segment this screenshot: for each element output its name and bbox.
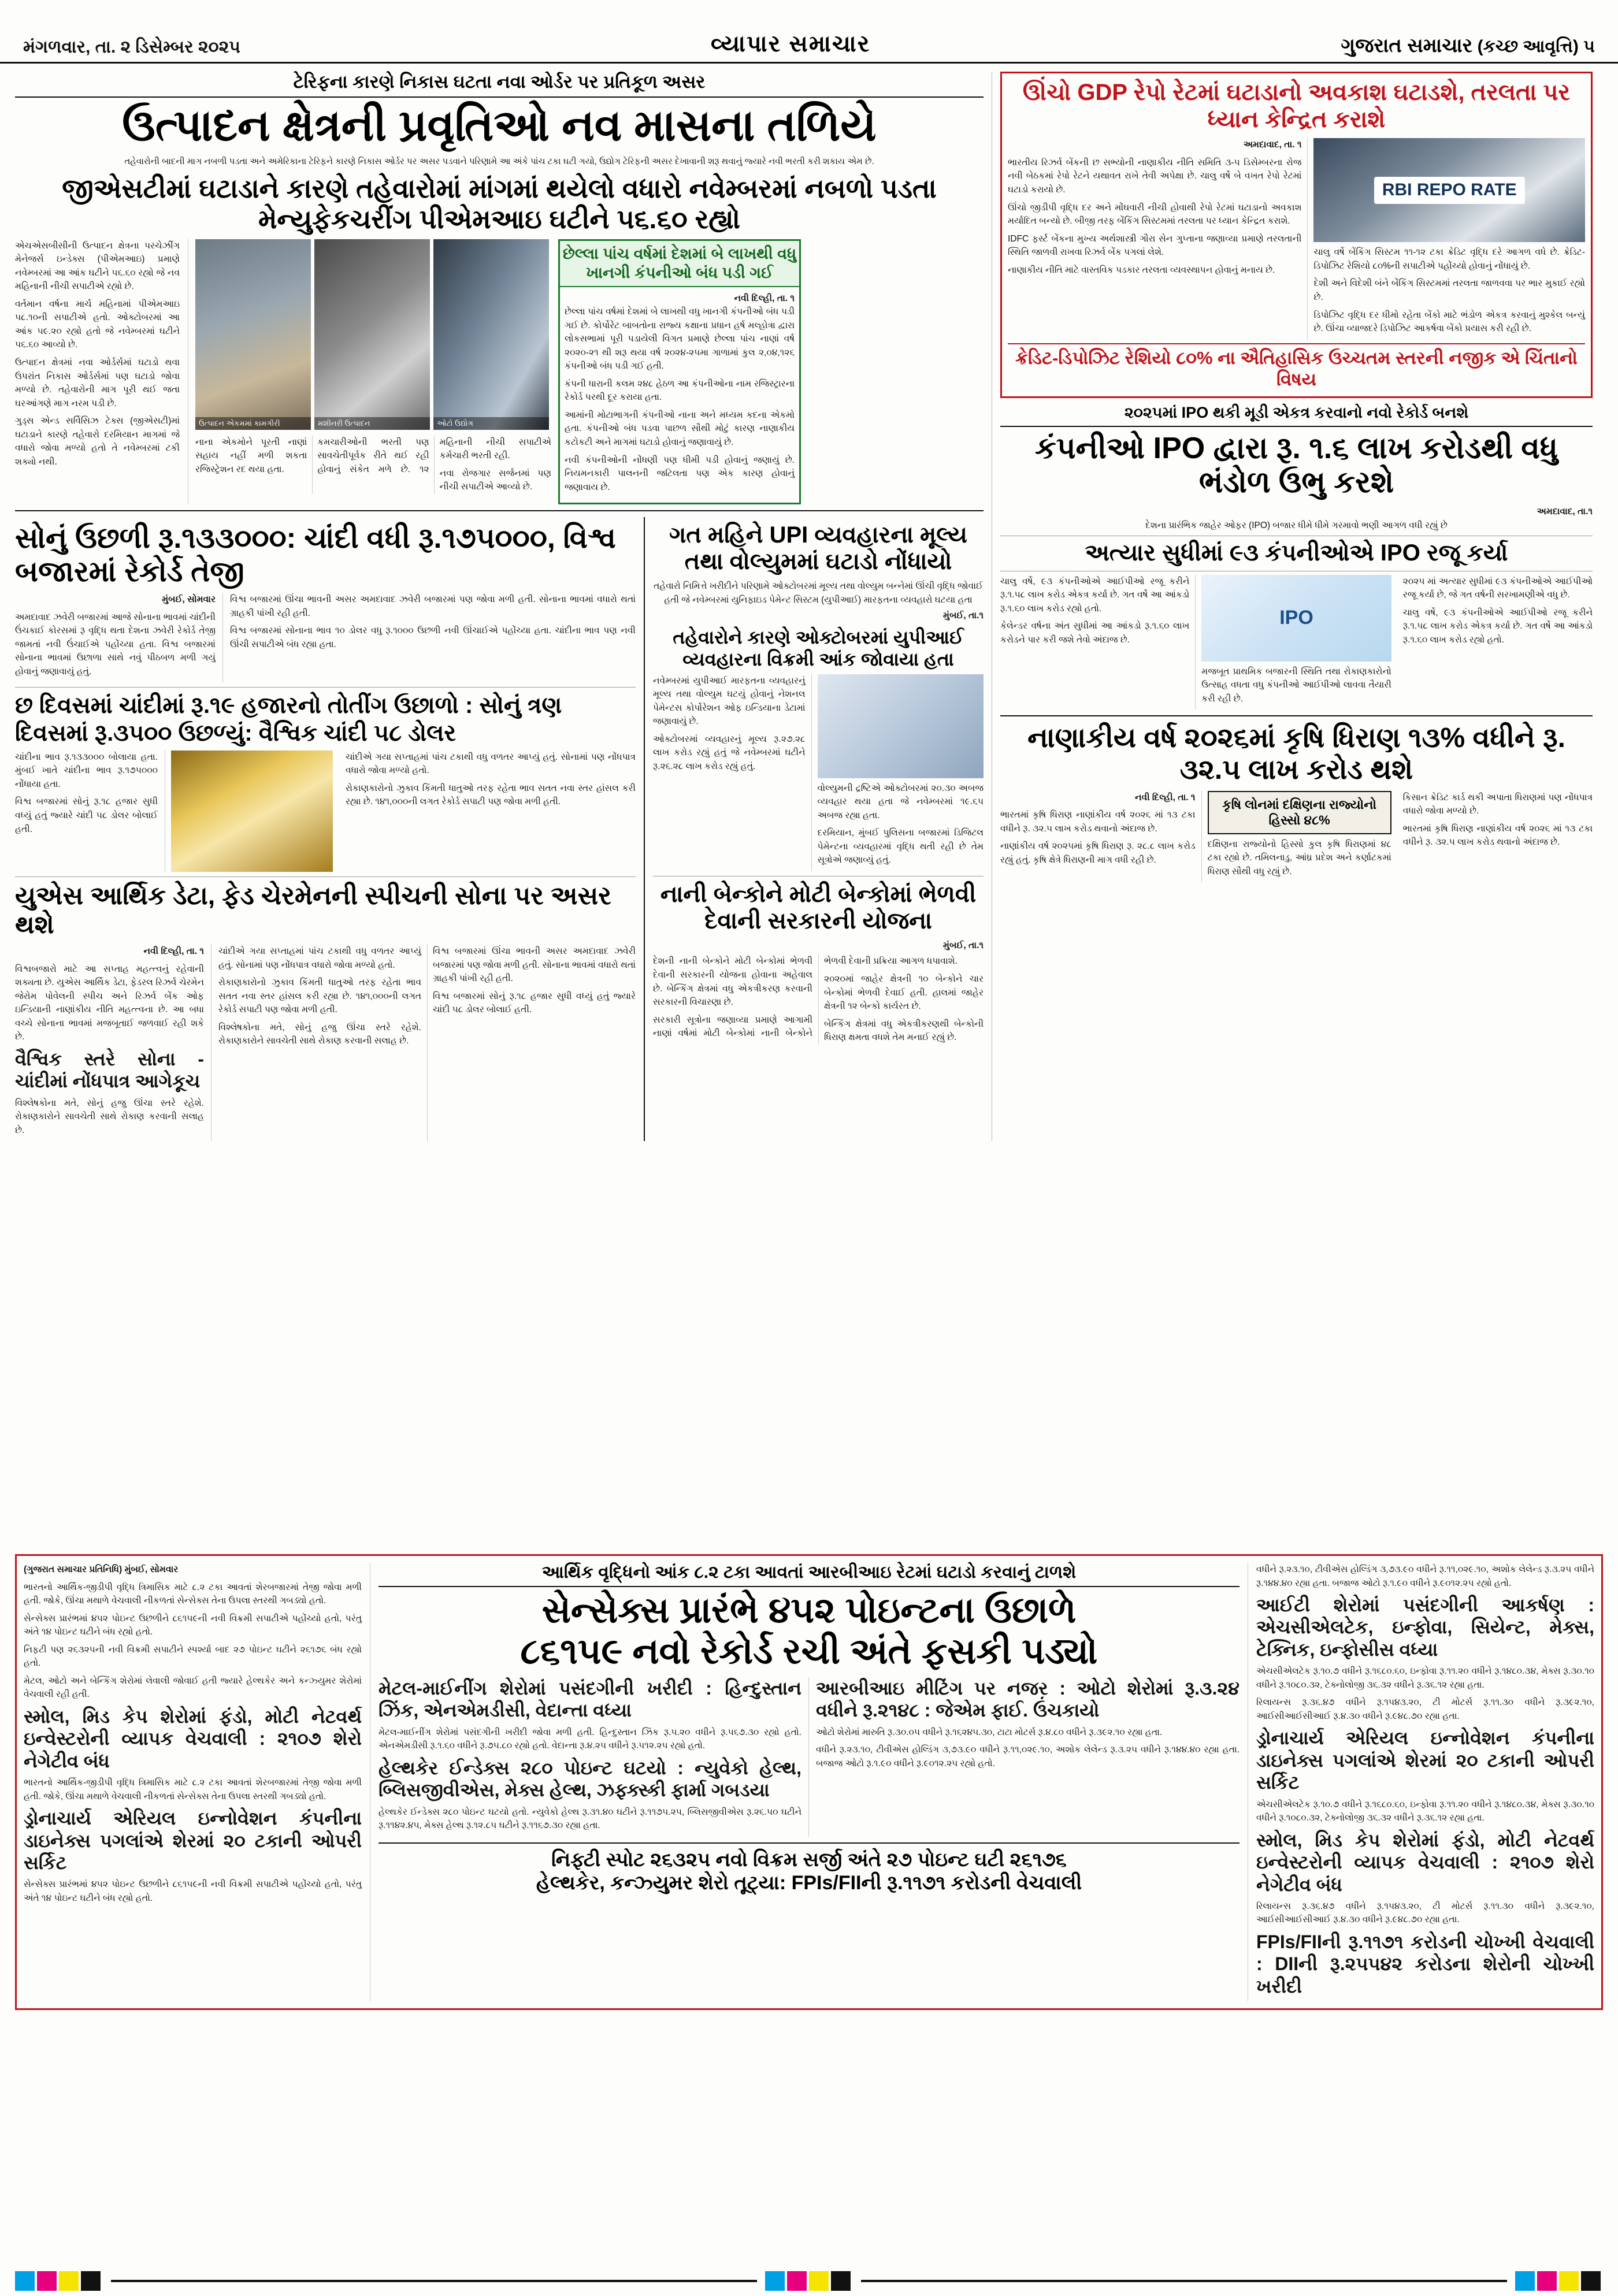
- upi-dateline: મુંબઈ, તા.૧: [943, 611, 984, 621]
- ipo-col-2: [1196, 575, 1397, 710]
- gold-bars-photo: [171, 751, 333, 872]
- upi-col-2: [812, 674, 984, 871]
- ipo-col-3: [1397, 575, 1593, 710]
- gdp-para-3: IDFC ફર્સ્ટ બેંકના મુખ્ય અર્થશાસ્ત્રી ગૌરા સેન ગુપ્તાના જણાવ્યા પ્રમાણે તરલતાની સ્થિતિ જાળવી રાખવા રિઝર્વ બેંક પગલાં લેશે.: [1008, 233, 1302, 258]
- agri-para-4: કિસાન ક્રેડિટ કાર્ડ થકી અપાતા ધિરાણમાં પણ નોંધપાત્ર વધારો જોવા મળ્યો છે.: [1402, 792, 1593, 816]
- rbi-repo-photo: [1313, 138, 1585, 242]
- color-swatch-2: [37, 2271, 57, 2291]
- banks-para-1: દેશની નાની બેન્કોને મોટી બેન્કોમાં ભેળવી દેવાની સરકારની યોજના હોવાના અહેવાલ છે. બેન્કિંગ ક્ષેત્રમાં વધુ એકત્રીકરણ કરવાની સરકારની વિચારણા છે.: [653, 956, 812, 1008]
- market-mid-body-2: હેલ્થકેર ઈન્ડેક્સ ૨૮૦ પોઇન્ટ ઘટયો હતો. ન્યુવેકો હેલ્થ રૂ.૩૧.૪૦ ઘટીને રૂ.૧૧૭૫.૨૫, બ્લિસજીવીએસ રૂ.૨૬.૫૦ ઘટીને રૂ.૧૧૪૨.૪૫, મેક્સ હેલ્થ રૂ.૧૨.૮૫ ઘટીને રૂ.૧૧૬૭.૩૦ રહ્યા હતા.: [378, 1807, 801, 1831]
- strip-rule-left: [111, 2280, 757, 2282]
- gold-upi-row: [15, 517, 984, 1141]
- right-column: [992, 72, 1593, 1141]
- gdp-dateline: અમદાવાદ, તા. ૧: [1243, 140, 1302, 150]
- lead-para-2: વર્તમાન વર્ષના માર્ચ મહિનામાં પીએમઆઇ ૫૮.૧૦ની સપાટીએ હતો. ઓક્ટોબરમાં આ આંક ૫૯.૨૦ રહ્યો હતો જે નવેમ્બરમાં ઘટીને ૫૬.૬૦ આવ્યો છે.: [15, 299, 180, 350]
- page-body: [0, 64, 1618, 1141]
- market-right-para-4: એચસીએલટેક રૂ.૧૦.૭ વધીને રૂ.૧૬૮૦.૬૦, ઇન્ફોવા રૂ.૧૧.૨૦ વધીને રૂ.૧૪૮૦.૩૪, મેક્સ રૂ.૩૦.૧૦ વધીને રૂ.૧૦૮૦.૩૨, ટેક્નોલોજી ૩૬.૩૨ વધીને રૂ.૩૬.૧૨ રહ્યા હતા.: [1256, 1799, 1594, 1823]
- market-center-col: [370, 1563, 1248, 2001]
- color-swatch-5: [765, 2271, 785, 2291]
- market-left-para-1: ભારતનો આર્થિક-જીડીપી વૃદ્ધિ ત્રિમાસિક માટે ૮.૨ ટકા આવતાં શેરબજારમાં તેજી જોવા મળી હતી. જોકે, ઊંચા મથાળે વેચવાલી નીકળતાં સેન્સેક્સ તેના ઉપલા સ્તરથી ગબડ્યો હતો.: [24, 1582, 362, 1606]
- ipo-para-1: ચાલુ વર્ષે, ૯૩ કંપનીઓએ આઈપીઓ રજૂ કરીને રૂ.૧.૫૮ લાખ કરોડ એકત્ર કર્યા છે. ગત વર્ષે આ આંકડો રૂ.૧.૬૦ લાખ કરોડ રહ્યો હતો.: [1000, 576, 1190, 614]
- market-right-head-4: FPIs/FIIની રૂ.૧૧૭૧ કરોડની ચોખ્ખી વેચવાલી : DIIની રૂ.૨૫૫૪૨ કરોડના શેરોની ચોખ્ખી ખરીદી: [1256, 1931, 1594, 1997]
- gold-sub-col-1: [15, 751, 165, 872]
- market-mid-head-1: મેટલ-માઈનીંગ શેરોમાં પસંદગીની ખરીદી : હિન્દુસ્તાન ઝિંક, એનએમડીસી, વેદાન્તા વધ્યા: [378, 1677, 801, 1721]
- lead-para-1: એચએસબીસીની ઉત્પાદન ક્ષેત્રના પરચેઝીંગ મેનેજર્સ ઇન્ડેક્સ (પીએમઆઇ) પ્રમાણે નવેમ્બરમાં આ આંક ઘટીને ૫૬.૬૦ રહ્યો જે નવ મહિનાની નીચી સપાટીએ રહ્યો છે.: [15, 240, 180, 292]
- gold-dateline: મુંબઈ, સોમવાર: [162, 595, 216, 605]
- green-note-2: કમચારીઓની ભરતી પણ સાવચેતીપૂર્વક રીતે થઈ રહી હોવાનું સંકેત મળે છે. ૧૨ મહિનાની નીચી સપાટીએ કર્મચારી ભરતી રહી.: [317, 437, 551, 474]
- lead-para-3: ઉત્પાદન ક્ષેત્રમાં નવા ઓર્ડર્સમાં ઘટાડો થવા ઉપરાંત નિકાસ ઓર્ડર્સમાં પણ ઘટાડો જોવા મળ્યો છે. તહેવારોની માગ પૂરી થઈ જતા ઘરઆંગણે માગ નરમ પડી છે.: [15, 358, 180, 408]
- masthead-brand: ગુજરાત સમાચાર: [1341, 35, 1473, 57]
- green-box-body: [565, 305, 795, 494]
- fed-para-1: વિશ્વબજારો માટે આ સપ્તાહ મહત્ત્વનું રહેવાની શક્યતા છે. યુએસ આર્થિક ડેટા, ફેડરલ રિઝર્વ ચેરમેન જેરોમ પોવેલની સ્પીચ અને રિઝર્વ બેંક ઓફ ઇન્ડિયાની નાણાંકીય નીતિ મહત્ત્વના છે. આ બધા વચ્ચે સોનાના ભાવમાં મજબૂતાઈ જળવાઈ રહી શકે છે.: [15, 964, 204, 1042]
- masthead-edition: (કચ્છ આવૃત્તિ): [1477, 37, 1579, 56]
- color-swatch-4: [81, 2271, 101, 2291]
- color-swatch-8: [831, 2271, 851, 2291]
- market-kicker: આર્થિક વૃદ્ધિનો આંક ૮.૨ ટકા આવતાં આરબીઆઇ રેટમાં ઘટાડો કરવાનું ટાળશે: [378, 1563, 1240, 1587]
- market-right-col: [1248, 1563, 1594, 2001]
- upi-col-1: [653, 674, 812, 871]
- market-right-head-3: સ્મોલ, મિડ કેપ શેરોમાં ફંડો, મોટી નેટવર્થ ઇન્વેસ્ટરોની વ્યાપક વેચવાલી : ૨૧૦૭ શેરો નેગેટીવ બંધ: [1256, 1829, 1594, 1895]
- gold-intro: અમદાવાદ ઝવેરી બજારમાં આજે સોનાના ભાવમાં ચાંદીની ઉંચકાઈ કોરસમાં રૂ વૃદ્ધિ થતા દેશના ઝવેરી રેકોર્ડ તેજી જામતાં નવી ઉંચાઈએ પહોંચ્યા હતા. વિશ્વ બજારમાં સોનાના ભાવમાં ઉછાળા સાથે નવું પીઠબળ મળી ગયું હોવાનું જણાવાયું હતું.: [15, 612, 216, 677]
- gold-para-4: વિશ્વ બજારમાં સોનું રૂ.૧૮ હજાર સુધી વધ્યું હતું જ્યારે ચાંદી ૫૮ ડોલર બોલાઈ હતી.: [15, 797, 158, 834]
- gdp-right-para-1: ચાલુ વર્ષે બેંકિંગ સિસ્ટમ ૧૧-૧૨ ટકા ક્રેડિટ વૃદ્ધિ દરે આગળ વધે છે. ક્રેડિટ-ડિપોઝિટ રેશિયો ૮૦%ની સપાટીએ પહોંચ્યો હોવાનું નોંધાયું છે.: [1313, 247, 1585, 271]
- masthead-brand-block: [1341, 35, 1595, 57]
- lead-photo-strip: [188, 239, 558, 505]
- market-left-para-5: ભારતનો આર્થિક-જીડીપી વૃદ્ધિ ત્રિમાસિક માટે ૮.૨ ટકા આવતાં શેરબજારમાં તેજી જોવા મળી હતી. જોકે, ઊંચા મથાળે વેચવાલી નીકળતાં સેન્સેક્સ તેના ઉપલા સ્તરથી ગબડ્યો હતો.: [24, 1778, 362, 1801]
- fed-dateline: નવી દિલ્હી, તા. ૧: [143, 946, 204, 957]
- market-sub-note-1: સ્મોલ, મિડ કેપ શેરોમાં ફંડો, મોટી નેટવર્થ ઇન્વેસ્ટરોની વ્યાપક વેચવાલી : ૨૧૦૭ શેરો નેગેટીવ બંધ: [24, 1706, 362, 1771]
- fed-headline: યુએસ આર્થિક ડેટા, ફેડ ચેરમેનની સ્પીચની સોના પર અસર થશે: [15, 881, 611, 939]
- ipo-story: [1000, 404, 1593, 710]
- green-para-1: છેલ્લા પાંચ વર્ષમાં દેશમાં બે લાખથી વધુ ખાનગી કંપનીઓ બંધ પડી ગઈ છે. કોર્પોરેટ બાબતોના રાજ્ય કક્ષાના પ્રધાન હર્ષ મલ્હોત્રા દ્વારા લોકસભામાં પૂરી પડાયેલી વિગત પ્રમાણે છેલ્લા પાંચ નાણાં વર્ષ ૨૦૨૦-૨૧ થી શરૂ થયા વર્ષ ૨૦૨૪-૨૫મા ગાળામાં કુલ ૨,૦૪,૧૨૬ કંપનીઓ બંધ પડી ગઈ હતી.: [565, 307, 795, 371]
- market-mid-head-2: હેલ્થકેર ઈન્ડેક્સ ૨૮૦ પોઇન્ટ ઘટયો : ન્યુવેકો હેલ્થ, બ્લિસજીવીએસ, મેક્સ હેલ્થ, ઝફ્ક્સ્કી ફાર્મા ગબડયા: [378, 1757, 801, 1801]
- small-banks-headline: નાની બેન્કોને મોટી બેન્કોમાં ભેળવી દેવાની સરકારની યોજના: [660, 881, 977, 934]
- masthead-date: મંગળવાર, તા. ૨ ડિસેમ્બર ૨૦૨૫: [23, 38, 240, 57]
- market-headline-2: ૮૬૧૫૯ નવો રેકોર્ડ રચી અંતે ફસકી પડ્યો: [520, 1631, 1098, 1671]
- color-swatch-11: [1559, 2271, 1579, 2291]
- lead-subheadline: જીએસટીમાં ઘટાડાને કારણે તહેવારોમાં માંગમાં થયેલો વધારો નવેમ્બરમાં નબળો પડતા મેન્યુફેકચરીંગ પીએમઆઇ ઘટીને ૫૬.૬૦ રહ્યો: [62, 173, 937, 234]
- market-right-head-1: આઈટી શેરોમાં પસંદગીની આકર્ષણ : એચસીએલટેક, ઇન્ફોવા, સિયેન્ટ, મેક્સ, ટેક્નિક, ઇન્ફોસીસ વધ્યા: [1256, 1595, 1594, 1660]
- market-mid-body-3: ઓટો શેરોમાં મારુતિ રૂ.૩૦.૦૫ વધીને રૂ.૧૬૨૪૫.૩૦, ટાટા મોટર્સ રૂ.૪.૮૦ વધીને રૂ.૩૯૨.૧૦ રહ્યા હતા.: [816, 1727, 1163, 1737]
- upi-para-3: વોલ્યુમની દ્રષ્ટિએ ઓક્ટોબરમાં ૨૦.૩૦ અબજ વ્યવહાર થયા હતા જે નવેમ્બરમાં ૧૯.૬૫ અબજ રહ્યા હતા.: [817, 783, 984, 820]
- gdp-footer: ક્રેડિટ-ડિપોઝિટ રેશિયો ૮૦% ના ઐતિહાસિક ઉચ્ચતમ સ્તરની નજીક એ ચિંતાનો વિષય: [1008, 343, 1585, 391]
- rbi-repo-photo-label: RBI REPO RATE: [1374, 177, 1525, 204]
- market-left-para-4: મેટલ, ઓટો અને બેન્કિંગ શેરોમાં લેવાલી જોવાઈ હતી જ્યારે હેલ્થકેર અને કન્ઝ્યુમર શેરોમાં વેચવાલી રહી હતી.: [24, 1675, 362, 1700]
- agri-para-3: દક્ષિણના રાજ્યોનો હિસ્સો કુલ કૃષિ ધિરાણમાં ૪૮ ટકા રહ્યો છે. તમિલનાડુ, આંધ્ર પ્રદેશ અને કર્ણાટકમાં ધિરાણ સૌથી વધુ રહ્યું છે.: [1207, 839, 1391, 876]
- gold-story: [15, 517, 645, 1141]
- upi-para-4: દરમિયાન, મુંબઈ પુલિસના બજારમાં ડિજિટલ પેમેન્ટના વ્યવહારમાં વૃદ્ધિ થતી રહી છે તેમ સૂત્રોએ જણાવ્યું હતું.: [817, 828, 984, 865]
- upi-para-1: નવેમ્બરમાં યુપીઆઈ મારફતના વ્યવહારનું મૂલ્ય તથા વોલ્યુમ ઘટયું હોવાનું નેશનલ પેમેન્ટસ કોર્પોરેશન ઓફ ઇન્ડિયાના ડેટામાં જણાવાયું છે.: [653, 675, 806, 727]
- banks-para-2: સરકારી સૂત્રોના જણાવ્યા પ્રમાણે આગામી નાણાં વર્ષમાં મોટી બેન્કોમાં નાની બેન્કોને ભેળવી દેવાની પ્રક્રિયા આગળ ધપાવાશે.: [653, 956, 958, 1039]
- market-center-right: [809, 1677, 1240, 1837]
- upi-apps-photo: [818, 674, 984, 778]
- market-footer-2: હેલ્થકેર, કન્ઝ્યુમર શેરો તૂટ્યા: FPIs/FIIની રૂ.૧૧૭૧ કરોડની વેચવાલી: [536, 1872, 1082, 1894]
- banks-para-3: ૨૦૨૦માં જાહેર ક્ષેત્રની ૧૦ બેન્કોને ચાર બેન્કોમાં ભેળવી દેવાઈ હતી. હાલમાં જાહેર ક્ષેત્રની ૧૨ બેન્કો કાર્યરત છે.: [824, 974, 984, 1012]
- agri-para-2: નાણાંકીય વર્ષ ૨૦૨૫માં કૃષિ ધિરાણ રૂ. ૨૮.૮ લાખ કરોડ રહ્યું હતું. કૃષિ ક્ષેત્રે ધિરાણની માગ વધી રહી છે.: [1000, 841, 1196, 865]
- market-right-para-1: વધીને રૂ.૨૩.૧૦, ટીવીએસ હોલ્ડિંગ ૩,૭૩.૯૦ વધીને રૂ.૧૧,૦૨૯.૧૦, અશોક લેલેન્ડ રૂ.૩.૨૫ વધીને રૂ.૧૪૪.૪૦ રહ્યા હતા. બજાજ ઓટો રૂ.૧.૯૦ વધીને રૂ.૯૦૧૨.૨૫ રહ્યો હતો.: [1256, 1565, 1594, 1588]
- gold-para-2: વિશ્વ બજારમાં સોનાના ભાવ ૧૦ ડોલર વધુ રૂ.૧૦૦૦ ઉછળી નવી ઊંચાઈએ પહોંચ્યા હતા. ચાંદીના ભાવ પણ નવી ઊંચી સપાટીએ બંધ રહ્યા હતા.: [230, 626, 636, 649]
- market-right-para-5: રિલાયન્સ રૂ.૩૬.૪૭ વધીને રૂ.૧૫૪૩.૨૦, ટી મોટર્સ રૂ.૧૧.૩૦ વધીને રૂ.૩૯૨.૧૦, આઈસીઆઈસીઆઈ રૂ.૪.૩૦ વધીને રૂ.૯૪૮.૭૦ રહ્યા હતા.: [1256, 1901, 1594, 1925]
- green-para-2: કંપની ધારાની કલમ ૨૪૮ હેઠળ આ કંપનીઓના નામ રજિસ્ટ્રારના રેકોર્ડ પરથી દૂર કરાયા હતા.: [565, 378, 795, 403]
- market-center-left: [378, 1677, 809, 1837]
- market-mid-head-3: આરબીઆઇ મીટિંગ પર નજર : ઓટો શેરોમાં રૂ.૩.૨૪ વધીને રૂ.૨૧૪૮ : જેએમ ફાઈ. ઉંચકાયો: [816, 1677, 1240, 1721]
- lead-body-column: [15, 239, 188, 505]
- gold-para-1: વિશ્વ બજારમાં ઊંચા ભાવની અસર અમદાવાદ ઝવેરી બજારમાં પણ જોવા મળી હતી. સોનાના ભાવમાં વધારો થતાં ગ્રાહકી પાંખી રહી હતી.: [230, 595, 636, 618]
- gold-photo-wrapper: [165, 751, 339, 872]
- agri-col-2: [1202, 791, 1397, 883]
- upi-para-2: ઓક્ટોબરમાં વ્યવહારનું મૂલ્ય રૂ.૨૭.૨૮ લાખ કરોડ રહ્યું હતું જે નવેમ્બરમાં ઘટીને રૂ.૨૬.૨૮ લાખ કરોડ રહ્યું હતું.: [653, 734, 806, 771]
- fed-col-2: [211, 945, 636, 1141]
- auto-photo-caption: ઓટો ઉદ્યોગ: [433, 417, 549, 430]
- small-banks-story: [653, 881, 984, 1045]
- market-report-box-wrapper: [15, 1554, 1603, 2010]
- market-headline-1: સેન્સેક્સ પ્રારંભે ૪૫૨ પોઇન્ટના ઉછાળે: [541, 1591, 1077, 1630]
- market-sub-note-2: ડ્રોનાચાર્ય એરિયલ ઇન્નોવેશન કંપનીના ડાઇનેક્સ પગલાંએ શેરમાં ૨૦ ટકાની ઓપરી સર્કિટ: [24, 1808, 362, 1873]
- green-note-1: નાના એકમોને પૂરતી નાણાં સહાય નહીં મળી શકતા રજિસ્ટ્રેશન રદ થયા હતા.: [195, 437, 307, 474]
- gold-para-6: રોકાણકારોનો ઝુકાવ કિંમતી ધાતુઓ તરફ રહેતા ભાવ સતત નવા સ્તર હાંસલ કરી રહ્યા છે. ૧૪૧,૦૦૦ની લગત રેકોર્ડ સપાટી પણ જોવા મળી હતી.: [346, 783, 636, 807]
- ipo-headline: કંપનીઓ IPO દ્વારા રૂ. ૧.૬ લાખ કરોડથી વધુ ભંડોળ ઉભુ કરશે: [1034, 431, 1558, 500]
- machinery-photo-caption: મશીનરી ઉત્પાદન: [314, 417, 430, 430]
- market-mid-body-1: મેટલ-માઈનીંગ શેરોમાં પસંદગીની ખરીદી જોવા મળી હતી. હિન્દુસ્તાન ઝિંક રૂ.૫.૨૦ વધીને રૂ.૫૬૭.૩૦ રહ્યો હતો. એનએમડીસી રૂ.૧.૬૦ વધીને રૂ.૭૫.૮૦ રહ્યો હતો. વેદાન્તા રૂ.૪.૨૫ વધીને રૂ.૫૧૨.૨૫ રહ્યો હતો.: [378, 1727, 801, 1751]
- market-footer-1: નિફ્ટી સ્પોટ ૨૬૩૨૫ નવો વિક્રમ સર્જી અંતે ૨૭ પોઇન્ટ ઘટી ૨૬૧૭૬: [378, 1842, 1240, 1872]
- market-right-para-2: એચસીએલટેક રૂ.૧૦.૭ વધીને રૂ.૧૬૮૦.૬૦, ઇન્ફોવા રૂ.૧૧.૨૦ વધીને રૂ.૧૪૮૦.૩૪, મેક્સ રૂ.૩૦.૧૦ વધીને રૂ.૧૦૮૦.૩૨, ટેક્નોલોજી ૩૬.૩૨ વધીને રૂ.૩૬.૧૨ રહ્યા હતા.: [1256, 1666, 1594, 1690]
- fed-para-3: ચાંદીએ ગયા સપ્તાહમાં પાંચ ટકાથી વધુ વળતર આપ્યું હતું. સોનામાં પણ નોંધપાત્ર વધારો જોવા મળ્યો હતો.: [218, 946, 421, 970]
- divider-1: [15, 510, 984, 511]
- ipo-standfirst: દેશના પ્રારંભિક જાહેર ઓફર (IPO) બજાર ધીમે ધીમે ગરમાવો ભણી આગળ વધી રહ્યું છે: [1145, 520, 1448, 530]
- color-swatch-12: [1581, 2271, 1601, 2291]
- factory-photo-caption: ઉત્પાદન એકમમાં કામગીરી: [195, 417, 311, 430]
- lead-story: [15, 72, 984, 504]
- fed-para-2: વિશ્લેષકોના મતે, સોનું હજુ ઊંચા સ્તરે રહેશે. રોકાણકારોને સાવચેતી સાથે રોકાણ કરવાની સલાહ છે.: [15, 1098, 204, 1135]
- fed-subheadline: વૈશ્વિક સ્તરે સોના - ચાંદીમાં નોંધપાત્ર આગેકૂચ: [15, 1048, 204, 1092]
- gdp-repo-box: [1000, 72, 1593, 398]
- masthead-section: વ્યાપાર સમાચાર: [710, 31, 871, 57]
- lead-para-4: ગુડ્સ એન્ડ સર્વિસિઝ ટેક્સ (જીએસટી)માં ઘટાડાને કારણે તહેવારો દરમિયાન માગમાં જે વધારો જોવા મળ્યો હતો તે નવેમ્બરમાં ટકી શક્યો નથી.: [15, 416, 180, 467]
- color-swatch-9: [1515, 2271, 1535, 2291]
- market-credit-line: (ગુજરાત સમાચાર પ્રતિનિધિ) મુંબઈ, સોમવાર: [24, 1565, 179, 1574]
- divider-2: [1000, 715, 1593, 716]
- fed-col-1: [15, 945, 211, 1141]
- gold-para-7: વિશ્વ બજારમાં ઊંચા ભાવની અસર અમદાવાદ ઝવેરી બજારમાં પણ જોવા મળી હતી. સોનાના ભાવમાં વધારો થતાં ગ્રાહકી પાંખી રહી હતી.: [433, 946, 636, 984]
- banks-para-4: બેન્કિંગ ક્ષેત્રમાં વધુ એકત્રીકરણથી બેન્કોની ધિરાણ ક્ષમતા વધશે તેમ મનાઈ રહ્યું છે.: [824, 1019, 984, 1043]
- color-swatch-3: [59, 2271, 79, 2291]
- green-box-dateline: નવી દિલ્હી, તા. ૧: [734, 293, 795, 303]
- ipo-col-1: [1000, 575, 1196, 710]
- gdp-para-1: ભારતીય રિઝર્વ બેંકની છ સભ્યોની નાણાકીય નીતિ સમિતિ ૩-૫ ડિસેમ્બરના રોજ નવી બેઠકમાં રેપો રેટને યથાવત રાખે તેવી અપેક્ષા છે. ચાલુ વર્ષે બે વખત રેપો રેટમાં ઘટાડો કરાયો છે.: [1008, 157, 1302, 195]
- lead-standfirst: તહેવારોની બાદની માગ નબળી પડતા અને અમેરિકાના ટેરિફને કારણે નિકાસ ઓર્ડર પર અસર પડવાને પરિણામે આ અંકે પાંચ ટકા ઘટી ગયો, ઉદ્યોગ ટેરિફની અસર દેખાવાની શરૂ થવાનું જ્યારે નવી ભરતી કરી શકાય એમ છે.: [124, 157, 874, 167]
- market-left-para-6: સેન્સેક્સ પ્રારંભમાં ૪૫૨ પોઇન્ટ ઉછળીને ૮૬૧૫૯ની નવી વિક્રમી સપાટીએ પહોંચ્યો હતો, પરંતુ અંતે ૧૪ પોઇન્ટ ઘટીને બંધ રહ્યો હતો.: [24, 1879, 362, 1903]
- ipo-para-5: ચાલુ વર્ષે, ૯૩ કંપનીઓએ આઈપીઓ રજૂ કરીને રૂ.૧.૫૮ લાખ કરોડ એકત્ર કર્યા છે. ગત વર્ષે આ આંકડો રૂ.૧.૬૦ લાખ કરોડ રહ્યો હતો.: [1402, 607, 1593, 645]
- agri-para-5: ભારતમાં કૃષિ ધિરાણ નાણાંકીય વર્ષ ૨૦૨૬ માં ૧૩ ટકા વધીને રૂ. ૩૨.૫ લાખ કરોડ થવાનો અંદાજ છે.: [1402, 823, 1593, 848]
- ipo-para-2: કેલેન્ડર વર્ષના અંત સુધીમાં આ આંકડો રૂ.૧.૬૦ લાખ કરોડને પાર કરી જશે તેવો અંદાજ છે.: [1000, 621, 1190, 645]
- lead-kicker: ટેરિફના કારણે નિકાસ ઘટતા નવા ઓર્ડર પર પ્રતિકૂળ અસર: [15, 72, 984, 98]
- green-para-4: નવી કંપનીઓની નોંધણી પણ ધીમી પડી હોવાનું જણાયું છે. નિયમનકારી પાલનની જટિલતા પણ એક કારણ હોવાનું જણાવાય છે.: [565, 455, 795, 492]
- ipo-illustration: IPO: [1201, 575, 1391, 662]
- masthead-page-number: ૫: [1583, 37, 1595, 56]
- gold-para-8: વિશ્વ બજારમાં સોનું રૂ.૧૮ હજાર સુધી વધ્યું હતું જ્યારે ચાંદી ૫૮ ડોલર બોલાઈ હતી.: [433, 991, 636, 1015]
- masthead: [0, 0, 1618, 64]
- fed-story: [15, 882, 636, 1141]
- market-left-col: [24, 1563, 370, 2001]
- gold-para-5: ચાંદીએ ગયા સપ્તાહમાં પાંચ ટકાથી વધુ વળતર આપ્યું હતું. સોનામાં પણ નોંધપાત્ર વધારો જોવા મળ્યો હતો.: [346, 752, 636, 776]
- agri-story: [1000, 722, 1593, 882]
- agri-col-3: [1397, 791, 1593, 883]
- color-registration-strip: [0, 2266, 1618, 2296]
- left-column: [15, 72, 992, 1141]
- upi-subheadline: તહેવારોને કારણે ઓક્ટોબરમાં યુપીઆઈ વ્યવહારના વિક્રમી આંક જોવાયા હતા: [673, 626, 964, 670]
- ipo-para-3: મજબૂત પ્રાથમિક બજારની સ્થિતિ તથા રોકાણકારોનો ઉત્સાહ વધતા વધુ કંપનીઓ આઈપીઓ લાવવા તૈયારી કરી રહી છે.: [1201, 666, 1391, 704]
- private-companies-box: [558, 239, 801, 505]
- agri-headline: નાણાકીય વર્ષ ૨૦૨૬માં કૃષિ ધિરાણ ૧૩% વધીને રૂ. ૩૨.૫ લાખ કરોડ થશે: [1027, 723, 1565, 786]
- gdp-col-2: [1308, 138, 1585, 339]
- small-banks-dateline: મુંબઈ, તા.૧: [943, 940, 984, 950]
- market-right-head-2: ડ્રોનાચાર્ય એરિયલ ઇન્નોવેશન કંપનીના ડાઇનેક્સ પગલાંએ શેરમાં ૨૦ ટકાની ઓપરી સર્કિટ: [1256, 1727, 1594, 1793]
- gold-body-col: [223, 593, 636, 682]
- lead-photo-sidetext: [195, 436, 551, 494]
- color-swatch-10: [1537, 2271, 1557, 2291]
- gdp-right-para-2: દેશી અને વિદેશી બંને બેંકિંગ સિસ્ટમમાં તરલતા જાળવવા પર ભાર મુકાઈ રહ્યો છે.: [1313, 278, 1585, 303]
- color-swatch-7: [809, 2271, 829, 2291]
- gdp-headline: ઊંચો GDP રેપો રેટમાં ઘટાડાનો અવકાશ ઘટાડશે, તરલતા પર ધ્યાન કેન્દ્રિત કરાશે: [1022, 80, 1571, 133]
- gold-para-3: ચાંદીના ભાવ રૂ.૧૩૩૦૦૦ બોલાયા હતા. મુંબઈ ખાતે ચાંદીના ભાવ રૂ.૧૭૫૦૦૦ નોંધાયા હતા.: [15, 752, 158, 789]
- ipo-dateline: અમદાવાદ, તા.૧: [1537, 507, 1593, 517]
- gold-subheadline: છ દિવસમાં ચાંદીમાં રૂ.૧૯ હજારનો તોતીંગ ઉછાળો : સોનું ત્રણ દિવસમાં રૂ.૩૫૦૦ ઉછળ્યું: વૈશ્વિક ચાંદી ૫૮ ડોલર: [15, 687, 636, 746]
- market-right-para-3: રિલાયન્સ રૂ.૩૬.૪૭ વધીને રૂ.૧૫૪૩.૨૦, ટી મોટર્સ રૂ.૧૧.૩૦ વધીને રૂ.૩૯૨.૧૦, આઈસીઆઈસીઆઈ રૂ.૪.૩૦ વધીને રૂ.૯૪૮.૭૦ રહ્યા હતા.: [1256, 1697, 1594, 1721]
- lead-headline: ઉત્પાદન ક્ષેત્રની પ્રવૃતિઓ નવ માસના તળિયે: [122, 101, 877, 150]
- fed-para-4: રોકાણકારોનો ઝુકાવ કિંમતી ધાતુઓ તરફ રહેતા ભાવ સતત નવા સ્તર હાંસલ કરી રહ્યા છે. ૧૪૧,૦૦૦ની લગત રેકોર્ડ સપાટી પણ જોવા મળી હતી.: [218, 978, 421, 1015]
- small-banks-body: [653, 954, 984, 1044]
- factory-photo: [195, 239, 311, 430]
- market-left-para-2: સેન્સેક્સ પ્રારંભમાં ૪૫૨ પોઇન્ટ ઉછળીને ૮૬૧૫૯ની નવી વિક્રમી સપાટીએ પહોંચ્યો હતો, પરંતુ અંતે ૧૪ પોઇન્ટ ઘટીને બંધ રહ્યો હતો.: [24, 1613, 362, 1637]
- ipo-kicker: ૨૦૨૫માં IPO થકી મૂડી એકત્ર કરવાનો નવો રેકોર્ડ બનશે: [1000, 404, 1593, 427]
- market-left-para-3: નિફટી પણ ૨૬૩૨૫ની નવી વિક્રમી સપાટીને સ્પર્શ્યા બાદ ૨૭ પોઇન્ટ ઘટીને ૨૬૧૭૬ બંધ રહ્યો હતો.: [24, 1644, 362, 1669]
- gold-intro-col: [15, 593, 223, 682]
- agri-badge: કૃષિ લોનમાં દક્ષિણના રાજ્યોનો હિસ્સો ૪૮%: [1208, 791, 1391, 834]
- market-report-box: [15, 1554, 1603, 2010]
- upi-story: [645, 517, 984, 1141]
- ipo-para-4: ૨૦૨૫ માં અત્યાર સુધીમાં ૯૩ કંપનીઓએ આઈપીઓ રજૂ કર્યા છે, જે ગત વર્ષની સરખામણીએ વધુ છે.: [1402, 576, 1593, 600]
- agri-col-1: [1000, 791, 1202, 883]
- auto-photo: [433, 239, 549, 430]
- ipo-subheadline: અત્યાર સુધીમાં ૯૩ કંપનીઓએ IPO રજૂ કર્યા: [1000, 536, 1593, 571]
- gdp-para-2: ઊંચો જીડીપી વૃદ્ધિ દર અને મોંઘવારી નીચી હોવાથી રેપો રેટમાં ઘટાડાનો અવકાશ મર્યાદિત બન્યો છે. બીજી તરફ બેંકિંગ સિસ્ટમમાં તરલતા પર ધ્યાન કેન્દ્રિત કરાશે.: [1008, 202, 1302, 226]
- green-note-3: નવા રોજગાર સર્જનમાં પણ નીચી સપાટીએ આવ્યો છે.: [439, 468, 551, 492]
- upi-standfirst: તહેવારો નિમિત્તે ખરીદીને પરિણામે ઓક્ટોબરમાં મૂલ્ય તથા વોલ્યુમ બન્નેમાં ઊંચી વૃદ્ધિ જોવાઈ હતી જે નવેમ્બરમાં યુનિફાઇડ પેમેન્ટ સિસ્ટમ (યુપીઆઈ) મારફતના વ્યવહારો ઘટયા હતા: [654, 581, 983, 605]
- green-para-3: આમાંની મોટાભાગની કંપનીઓ નાના અને મધ્યમ કદના એકમો હતા. કંપનીઓ બંધ પડવા પાછળ સૌથી મોટું કારણ નાણાકીય કટોકટી અને માગમાં ઘટાડો હોવાનું જણાવાયું છે.: [565, 410, 795, 447]
- strip-rule-right: [861, 2280, 1507, 2282]
- divider-gold-fed: [15, 876, 636, 877]
- gdp-para-4: નાણાકીય નીતિ માટે વાસ્તવિક પડકાર તરલતા વ્યવસ્થાપન હોવાનું મનાય છે.: [1008, 265, 1275, 275]
- market-mid-body-4: વધીને રૂ.૨૩.૧૦, ટીવીએસ હોલ્ડિંગ ૩,૭૩.૯૦ વધીને રૂ.૧૧,૦૨૯.૧૦, અશોક લેલેન્ડ રૂ.૩.૨૫ વધીને રૂ.૧૪૪.૪૦ રહ્યા હતા. બજાજ ઓટો રૂ.૧.૯૦ વધીને રૂ.૯૦૧૨.૨૫ રહ્યો હતો.: [816, 1745, 1240, 1769]
- agri-para-1: ભારતમાં કૃષિ ધિરાણ નાણાંકીય વર્ષ ૨૦૨૬ માં ૧૩ ટકા વધીને રૂ. ૩૨.૫ લાખ કરોડ થવાનો અંદાજ છે.: [1000, 810, 1196, 834]
- fed-para-5: વિશ્લેષકોના મતે, સોનું હજુ ઊંચા સ્તરે રહેશે. રોકાણકારોને સાવચેતી સાથે રોકાણ કરવાની સલાહ છે.: [218, 1022, 421, 1046]
- agri-dateline: નવી દિલ્હી, તા. ૧: [1134, 792, 1196, 803]
- green-box-wrapper: [558, 239, 801, 505]
- gold-sub-col-2: [339, 751, 636, 872]
- gdp-col-1: [1008, 138, 1308, 339]
- green-box-headline: છેલ્લા પાંચ વર્ષમાં દેશમાં બે લાખથી વધુ ખાનગી કંપનીઓ બંધ પડી ગઈ: [560, 241, 799, 287]
- machinery-photo: [314, 239, 430, 430]
- upi-headline: ગત મહિને UPI વ્યવહારના મૂલ્ય તથા વોલ્યુમમાં ઘટાડો નોંધાયો: [669, 522, 967, 575]
- gold-headline: સોનું ઉછળી રૂ.૧૩૩૦૦૦: ચાંદી વધી રૂ.૧૭૫૦૦૦, વિશ્વ બજારમાં રેકોર્ડ તેજી: [15, 522, 616, 588]
- color-swatch-1: [15, 2271, 35, 2291]
- color-swatch-6: [787, 2271, 807, 2291]
- gdp-right-para-3: ડિપોઝિટ વૃદ્ધિ દર ધીમો રહેતા બેંકો માટે ભંડોળ એકત્ર કરવાનું મુશ્કેલ બન્યું છે. ઊંચા વ્યાજદરે ડિપોઝિટ આકર્ષવા બેંકો પ્રયાસ કરી રહી છે.: [1313, 310, 1585, 334]
